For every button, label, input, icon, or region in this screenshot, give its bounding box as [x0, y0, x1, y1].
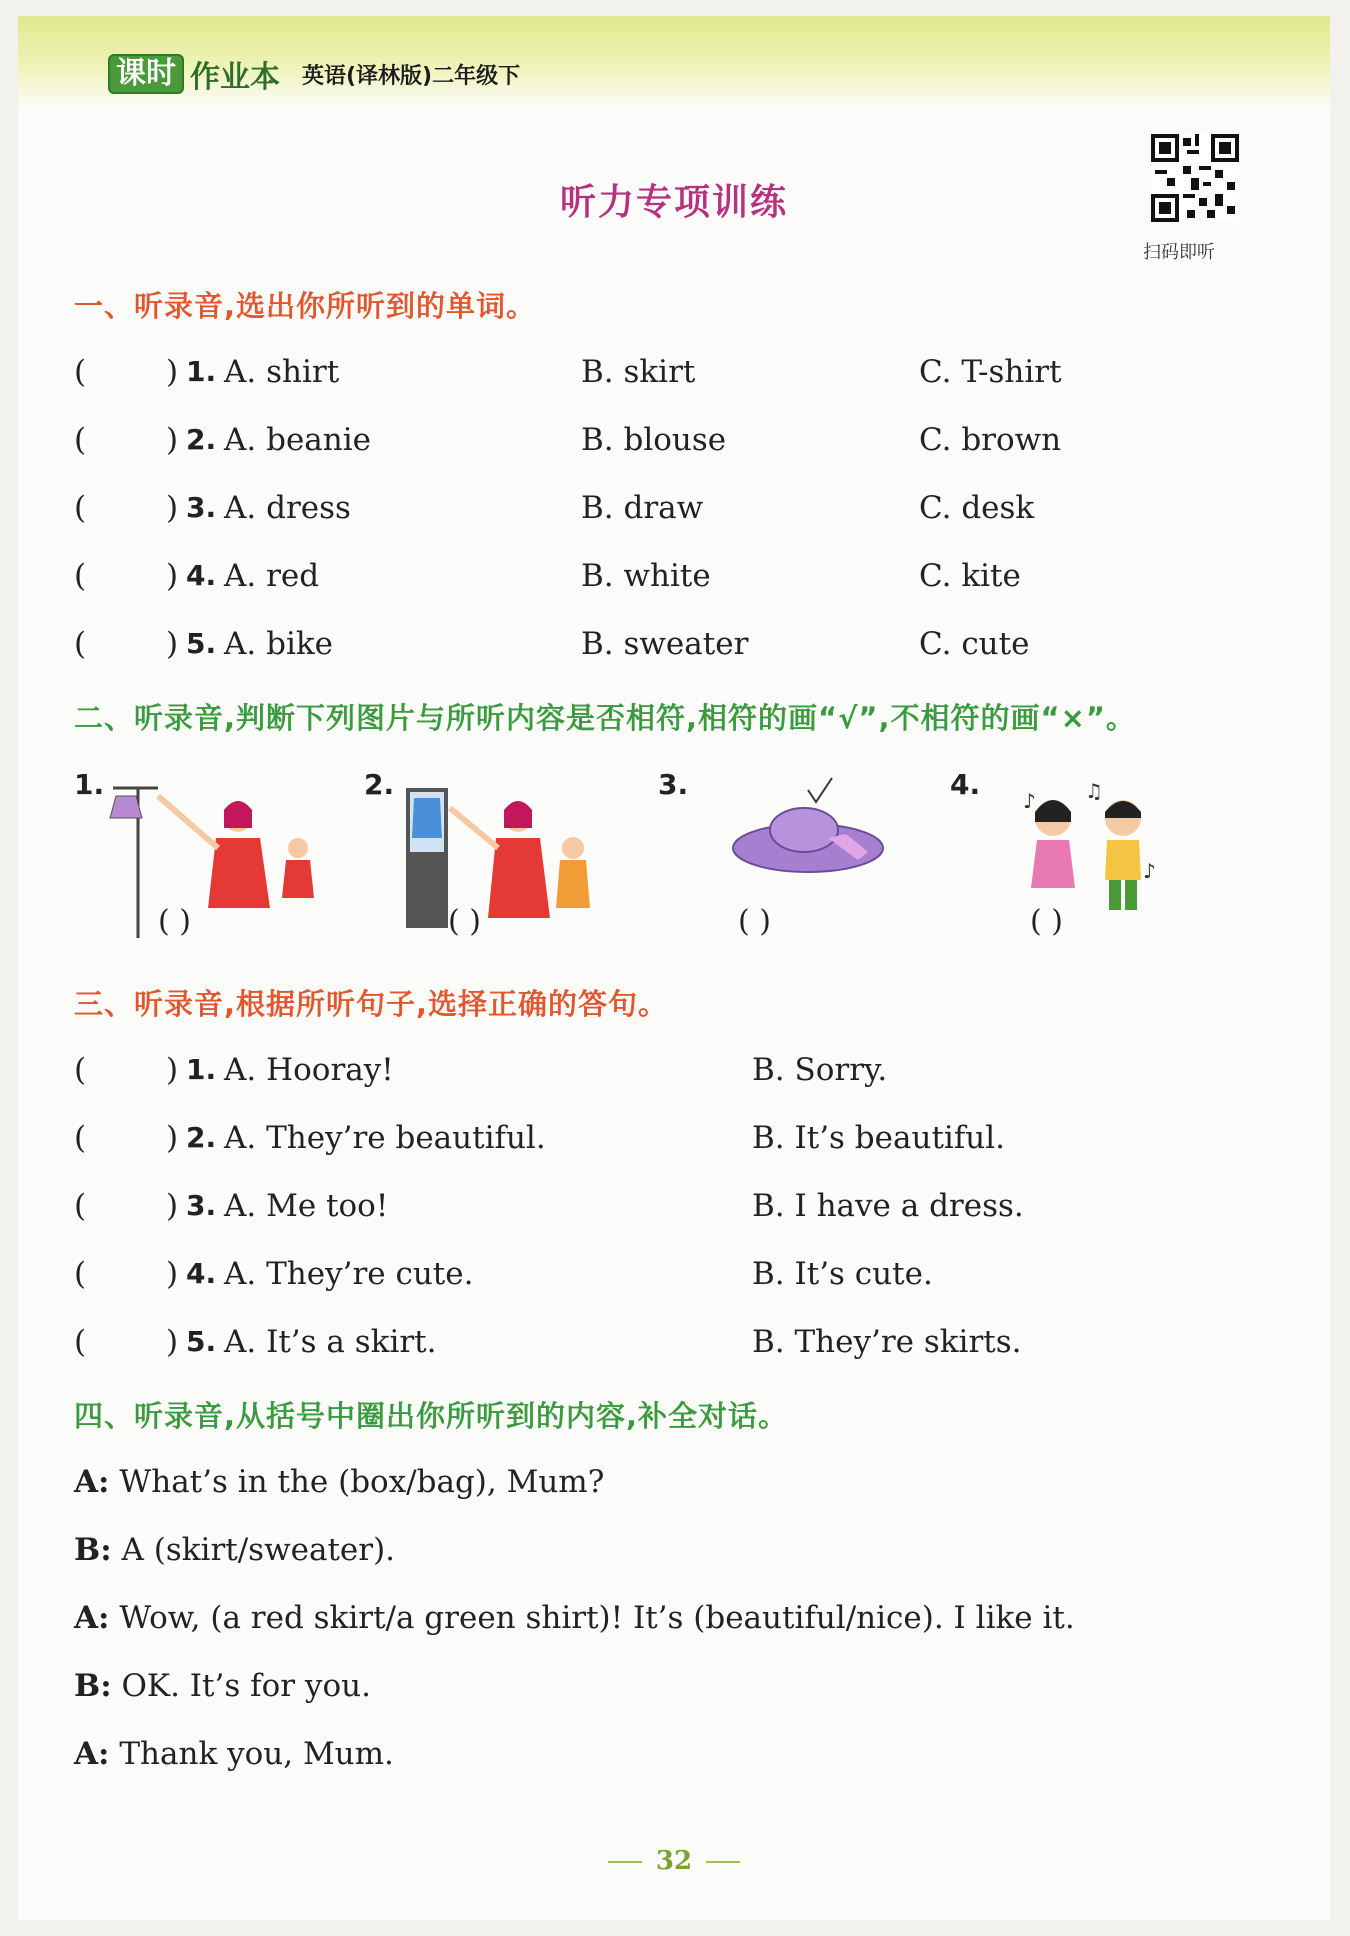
answer-paren-close: ) — [166, 1188, 179, 1224]
picture-number-3: 3. — [658, 768, 689, 801]
answer-paren-open: ( — [74, 558, 87, 594]
picture-number-4: 4. — [950, 768, 981, 801]
option-a: A. red — [224, 558, 320, 594]
answer-paren-open: ( — [74, 1324, 87, 1360]
option-b: B. I have a dress. — [752, 1188, 1024, 1224]
answer-paren-open: ( — [74, 422, 87, 458]
option-a: A. dress — [224, 490, 351, 526]
option-b: B. It’s beautiful. — [752, 1120, 1006, 1156]
question-number: 5. — [186, 1325, 217, 1358]
option-b: B. white — [581, 558, 711, 594]
answer-paren-close: ) — [166, 558, 179, 594]
option-a: A. beanie — [224, 422, 371, 458]
answer-paren-close: ) — [166, 1052, 179, 1088]
section-2-title: 二、听录音,判断下列图片与所听内容是否相符,相符的画“√”,不相符的画“×”。 — [74, 701, 1136, 735]
answer-paren-open: ( — [74, 1188, 87, 1224]
option-b: B. They’re skirts. — [752, 1324, 1022, 1360]
speaker-label: A: — [74, 1736, 110, 1772]
question-number: 5. — [186, 627, 217, 660]
speaker-label: A: — [74, 1464, 110, 1500]
page-number-value: 32 — [655, 1846, 693, 1876]
question-number: 2. — [186, 1121, 217, 1154]
option-c: C. T-shirt — [919, 354, 1062, 390]
answer-paren-close: ) — [166, 490, 179, 526]
option-b: B. draw — [581, 490, 704, 526]
book-subtitle: 英语(译林版)二年级下 — [302, 63, 521, 89]
answer-paren-open: ( — [74, 354, 87, 390]
question-number: 3. — [186, 1189, 217, 1222]
speaker-label: B: — [74, 1668, 112, 1704]
question-number: 2. — [186, 423, 217, 456]
page-number-dash-left — [608, 1861, 642, 1863]
option-a: A. They’re beautiful. — [224, 1120, 546, 1156]
option-c: C. kite — [919, 558, 1021, 594]
option-c: C. cute — [919, 626, 1030, 662]
dialogue-text: Wow, (a red skirt/a green shirt)! It’s (beautiful/nice). I like it. — [119, 1600, 1075, 1636]
picture-number-2: 2. — [364, 768, 395, 801]
header-band — [18, 16, 1330, 108]
option-b: B. Sorry. — [752, 1052, 888, 1088]
dialogue-line-5 — [74, 1732, 394, 1776]
option-a: A. They’re cute. — [224, 1256, 474, 1292]
qr-label: 扫码即听 — [1143, 242, 1215, 263]
brand — [108, 52, 520, 96]
section-4-title: 四、听录音,从括号中圈出你所听到的内容,补全对话。 — [74, 1399, 789, 1433]
answer-box-4[interactable]: ( ) — [1030, 904, 1063, 939]
answer-paren-close: ) — [166, 1324, 179, 1360]
option-a: A. Hooray! — [224, 1052, 394, 1088]
answer-paren-close: ) — [166, 422, 179, 458]
answer-box-1[interactable]: ( ) — [158, 904, 191, 939]
answer-box-3[interactable]: ( ) — [738, 904, 771, 939]
dialogue-text: A (skirt/sweater). — [121, 1532, 396, 1568]
brand-name: 作业本 — [190, 60, 280, 95]
dialogue-line-3 — [74, 1596, 1075, 1640]
page-title: 听力专项训练 — [559, 182, 788, 223]
option-c: C. brown — [919, 422, 1062, 458]
answer-paren-close: ) — [166, 1120, 179, 1156]
answer-paren-open: ( — [74, 1120, 87, 1156]
option-a: A. It’s a skirt. — [224, 1324, 437, 1360]
question-number: 1. — [186, 1053, 217, 1086]
option-c: C. desk — [919, 490, 1035, 526]
picture-wardrobe-mother-girl — [398, 768, 618, 948]
section-3-title: 三、听录音,根据所听句子,选择正确的答句。 — [74, 987, 669, 1021]
picture-lamp-mother-girl — [98, 768, 318, 948]
page-number — [18, 1846, 1330, 1876]
worksheet-page — [18, 16, 1330, 1920]
speaker-label: A: — [74, 1600, 110, 1636]
answer-paren-close: ) — [166, 354, 179, 390]
picture-number-1: 1. — [74, 768, 105, 801]
dialogue-text: OK. It’s for you. — [121, 1668, 371, 1704]
qr-code-icon — [1151, 134, 1239, 222]
picture-singing-kids — [993, 768, 1213, 948]
answer-box-2[interactable]: ( ) — [448, 904, 481, 939]
answer-paren-open: ( — [74, 1052, 87, 1088]
option-a: A. shirt — [224, 354, 340, 390]
option-a: A. Me too! — [224, 1188, 389, 1224]
section-1-title: 一、听录音,选出你所听到的单词。 — [74, 289, 537, 323]
dialogue-text: Thank you, Mum. — [119, 1736, 394, 1772]
svg-text:♫: ♫ — [1085, 779, 1103, 803]
option-a: A. bike — [224, 626, 333, 662]
option-b: B. blouse — [581, 422, 727, 458]
answer-paren-open: ( — [74, 626, 87, 662]
brand-logo: 课时 — [108, 54, 184, 94]
dialogue-line-4 — [74, 1664, 371, 1708]
answer-paren-close: ) — [166, 1256, 179, 1292]
question-number: 4. — [186, 1257, 217, 1290]
option-b: B. skirt — [581, 354, 696, 390]
svg-text:♪: ♪ — [1143, 859, 1156, 883]
dialogue-text: What’s in the (box/bag), Mum? — [119, 1464, 605, 1500]
question-number: 3. — [186, 491, 217, 524]
speaker-label: B: — [74, 1532, 112, 1568]
dialogue-line-2 — [74, 1528, 395, 1572]
question-number: 1. — [186, 355, 217, 388]
question-number: 4. — [186, 559, 217, 592]
svg-text:♪: ♪ — [1023, 789, 1036, 813]
answer-paren-open: ( — [74, 1256, 87, 1292]
option-b: B. sweater — [581, 626, 749, 662]
dialogue-line-1 — [74, 1460, 604, 1504]
answer-paren-close: ) — [166, 626, 179, 662]
answer-paren-open: ( — [74, 490, 87, 526]
option-b: B. It’s cute. — [752, 1256, 933, 1292]
page-number-dash-right — [706, 1861, 740, 1863]
